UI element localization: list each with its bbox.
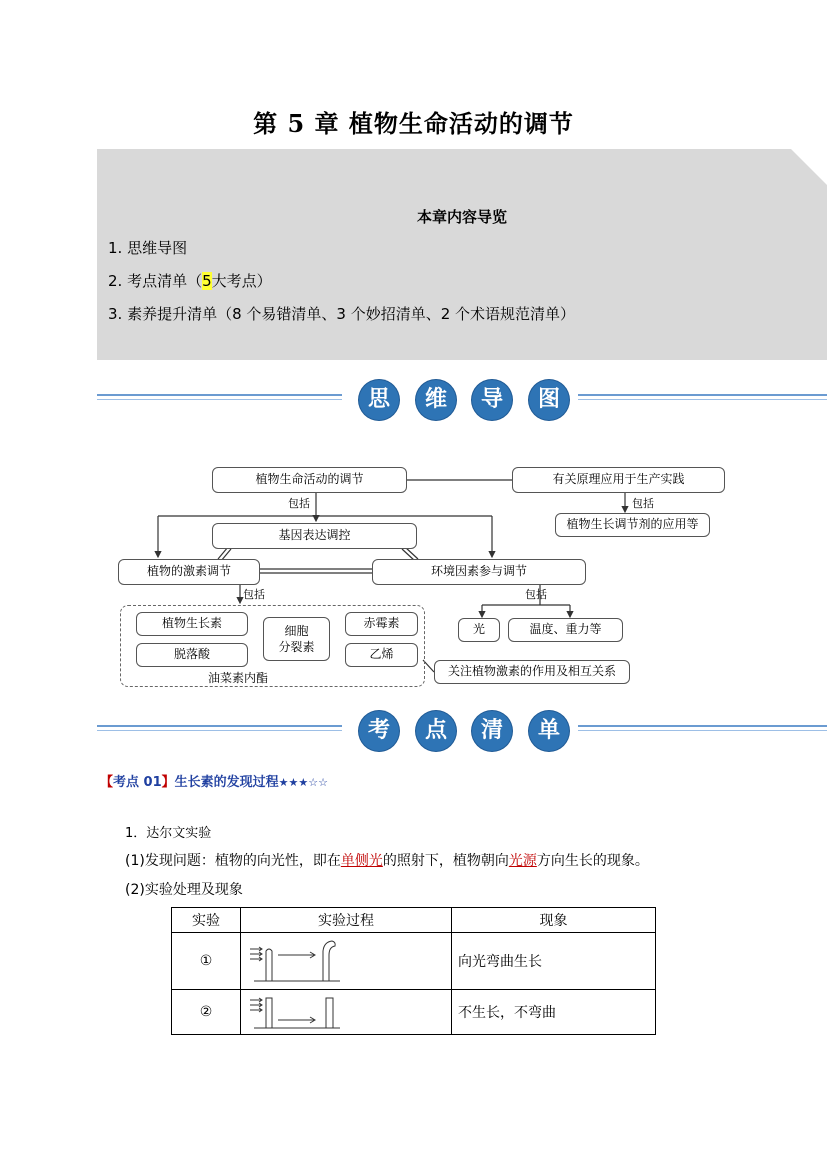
star-rating: ★★★☆☆ — [278, 776, 328, 789]
paragraph-treatment: (2)实验处理及现象 — [125, 882, 243, 898]
page-fold-corner — [791, 149, 827, 185]
table-row — [172, 933, 656, 990]
banner-char: 维 — [416, 380, 456, 420]
banner-line — [97, 725, 342, 727]
experiment-result: 向光弯曲生长 — [452, 933, 656, 990]
experiment-table — [171, 907, 656, 1035]
node-cytokinin: 细胞 分裂素 — [263, 617, 330, 661]
kaodian-heading — [100, 771, 328, 790]
node-practice: 有关原理应用于生产实践 — [512, 467, 725, 493]
node-ethylene: 乙烯 — [345, 643, 418, 667]
node-aba: 脱落酸 — [136, 643, 248, 667]
experiment-id: ② — [172, 990, 241, 1035]
banner-line — [97, 730, 342, 731]
banner-char: 清 — [472, 711, 512, 751]
text: (1)发现问题：植物的向光性，即在 — [125, 853, 341, 869]
node-light: 光 — [458, 618, 500, 642]
banner-line — [578, 394, 827, 396]
banner-line — [97, 399, 342, 400]
experiment-result: 不生长，不弯曲 — [452, 990, 656, 1035]
text: 方向生长的现象。 — [536, 853, 649, 869]
highlight-number: 5 — [202, 272, 212, 290]
label-include: 包括 — [288, 497, 310, 510]
banner-line — [97, 394, 342, 396]
experiment-diagram — [241, 990, 452, 1035]
node-temperature: 温度、重力等 — [508, 618, 623, 642]
text: 的照射下，植物朝向 — [382, 853, 509, 869]
key-term: 光源 — [508, 853, 537, 869]
node-regulator: 植物生长调节剂的应用等 — [555, 513, 710, 537]
label-include: 包括 — [632, 497, 654, 510]
bracket-open: 【 — [100, 775, 114, 790]
banner-char: 图 — [529, 380, 569, 420]
banner-char: 导 — [472, 380, 512, 420]
table-header: 实验 — [172, 908, 241, 933]
mind-map — [100, 455, 740, 695]
node-note: 关注植物激素的作用及相互关系 — [434, 660, 630, 684]
paragraph-problem — [125, 850, 649, 870]
section-heading: 1．达尔文实验 — [125, 826, 212, 841]
table-header-row — [172, 908, 656, 933]
page-title: 第 5 章 植物生命活动的调节 — [253, 109, 574, 138]
node-environment: 环境因素参与调节 — [372, 559, 586, 585]
banner-char: 点 — [416, 711, 456, 751]
banner-char: 思 — [359, 380, 399, 420]
experiment-diagram — [241, 933, 452, 990]
banner-line — [578, 730, 827, 731]
node-auxin: 植物生长素 — [136, 612, 248, 636]
guide-item-suyang: 3. 素养提升清单（8 个易错清单、3 个妙招清单、2 个术语规范清单） — [108, 305, 576, 323]
guide-item-kaodian — [108, 270, 272, 291]
label-brassinolide: 油菜素内酯 — [208, 671, 269, 685]
node-root: 植物生命活动的调节 — [212, 467, 407, 493]
label-include: 包括 — [525, 588, 547, 601]
bracket-close: 】 — [161, 775, 175, 790]
banner-char: 考 — [359, 711, 399, 751]
guide-heading: 本章内容导览 — [416, 208, 507, 226]
node-gibberellin: 赤霉素 — [345, 612, 418, 636]
guide-item-kaodian-pre: 2. 考点清单（ — [108, 272, 203, 290]
kaodian-label: 考点 01 — [113, 775, 162, 790]
node-gene: 基因表达调控 — [212, 523, 417, 549]
banner-char: 单 — [529, 711, 569, 751]
seedling-cut-diagram — [248, 992, 348, 1032]
node-hormone: 植物的激素调节 — [118, 559, 260, 585]
banner-line — [578, 725, 827, 727]
label-include: 包括 — [243, 588, 265, 601]
table-row — [172, 990, 656, 1035]
experiment-id: ① — [172, 933, 241, 990]
table-header: 实验过程 — [241, 908, 452, 933]
banner-line — [578, 399, 827, 400]
table-header: 现象 — [452, 908, 656, 933]
kaodian-name: 生长素的发现过程 — [174, 775, 279, 790]
guide-item-mindmap: 1. 思维导图 — [108, 239, 188, 257]
guide-item-kaodian-post: 大考点） — [211, 272, 272, 290]
chapter-guide-box — [97, 149, 827, 360]
key-term: 单侧光 — [340, 853, 383, 869]
seedling-bending-diagram — [248, 937, 348, 985]
